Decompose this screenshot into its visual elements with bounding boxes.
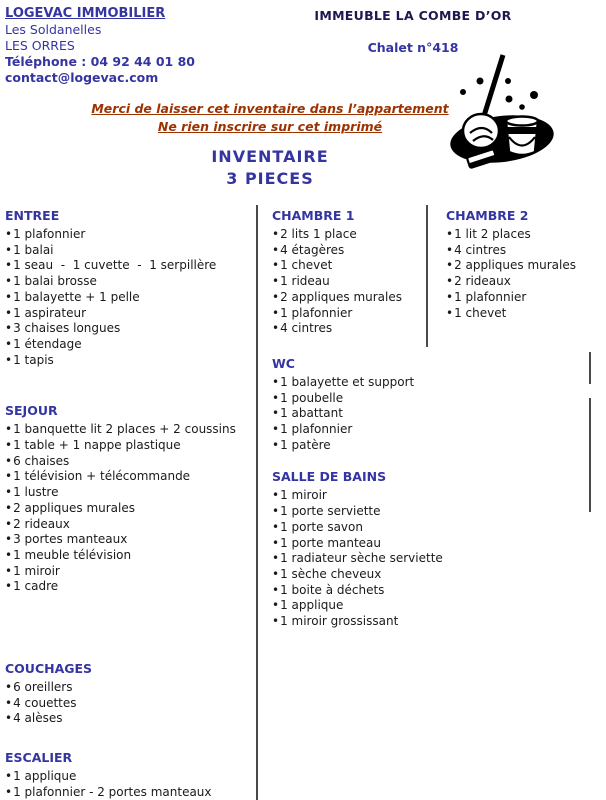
list-item: • 1 abattant	[272, 406, 424, 422]
list-item: • 1 balai brosse	[5, 274, 253, 290]
list-item: • 1 balayette + 1 pelle	[5, 290, 253, 306]
list-item: • 4 couettes	[5, 696, 253, 712]
section-wc	[272, 355, 424, 454]
list-item: • 1 sèche cheveux	[272, 567, 424, 583]
bubble	[477, 78, 484, 85]
item-list	[5, 227, 253, 368]
item-list	[5, 680, 253, 727]
notice-line-2: Ne rien inscrire sur cet imprimé	[157, 119, 383, 134]
item-list	[446, 227, 598, 321]
agency-name: LOGEVAC IMMOBILIER	[5, 6, 166, 21]
list-item: • 1 banquette lit 2 places + 2 coussins	[5, 422, 253, 438]
building-name: IMMEUBLE LA COMBE D’OR	[314, 8, 512, 23]
item-list	[272, 488, 443, 629]
list-item: • 1 boite à déchets	[272, 583, 424, 599]
list-item: • 2 appliques murales	[5, 501, 253, 517]
section-title: COUCHAGES	[5, 661, 93, 677]
list-item: • 1 radiateur sèche serviette	[272, 551, 424, 567]
section-couchages	[5, 660, 253, 727]
agency-phone: Téléphone : 04 92 44 01 80	[5, 54, 196, 69]
mop-handle	[483, 55, 503, 119]
section-sejour	[5, 402, 253, 595]
item-list	[272, 227, 424, 337]
bubble	[505, 78, 511, 84]
mop-head	[463, 114, 499, 148]
section-title: WC	[272, 355, 295, 371]
list-item: • 2 appliques murales	[272, 290, 424, 306]
agency-city: LES ORRES	[5, 38, 75, 53]
list-item: • 1 cadre	[5, 579, 253, 595]
unit-number: Chalet n°418	[367, 40, 459, 55]
section-title: CHAMBRE 2	[446, 208, 529, 223]
agency-residence: Les Soldanelles	[5, 22, 102, 37]
section-escalier	[5, 749, 253, 800]
section-entree	[5, 207, 253, 368]
bubble	[519, 104, 525, 110]
list-item: • 4 cintres	[272, 321, 424, 337]
list-item: • 1 plafonnier	[272, 306, 424, 322]
bubble	[506, 96, 513, 103]
bucket-rim	[506, 117, 538, 126]
title-line-1: INVENTAIRE	[211, 147, 329, 166]
list-item: • 1 plafonnier	[272, 422, 424, 438]
column-divider-1	[256, 205, 258, 800]
list-item: • 6 oreillers	[5, 680, 253, 696]
agency-email: contact@logevac.com	[5, 70, 159, 85]
list-item: • 4 alèses	[5, 711, 253, 727]
list-item: • 1 balayette et support	[272, 375, 424, 391]
list-item: • 1 lit 2 places	[446, 227, 598, 243]
section-title: ESCALIER	[5, 750, 73, 766]
title-line-2: 3 PIECES	[226, 169, 314, 188]
inventory-column-1	[5, 207, 253, 800]
item-list	[5, 422, 253, 595]
agency-header	[5, 6, 195, 86]
list-item: • 2 appliques murales	[446, 258, 598, 274]
list-item: • 1 tapis	[5, 353, 253, 369]
mop-and-bucket-clipart	[440, 53, 600, 183]
list-item: • 3 portes manteaux	[5, 532, 253, 548]
list-item: • 2 lits 1 place	[272, 227, 424, 243]
notice-line-1: Merci de laisser cet inventaire dans l’appartement	[91, 101, 449, 116]
list-item: • 1 poubelle	[272, 391, 424, 407]
list-item: • 1 porte savon	[272, 520, 424, 536]
section-title: SEJOUR	[5, 403, 58, 419]
section-sdb	[272, 468, 443, 629]
column-divider-2	[426, 205, 428, 347]
inventory-column-2	[272, 207, 443, 630]
inventory-column-3	[446, 207, 598, 321]
list-item: • 1 porte serviette	[272, 504, 424, 520]
list-item: • 1 applique	[272, 598, 424, 614]
list-item: • 1 plafonnier	[446, 290, 598, 306]
list-item: • 4 étagères	[272, 243, 424, 259]
section-chambre2	[446, 207, 598, 321]
list-item: • 1 étendage	[5, 337, 253, 353]
list-item: • 1 lustre	[5, 485, 253, 501]
item-list	[272, 375, 424, 454]
section-title: SALLE DE BAINS	[272, 469, 387, 485]
building-header	[298, 8, 528, 55]
list-item: • 1 applique	[5, 769, 253, 785]
section-title: CHAMBRE 1	[272, 208, 355, 223]
list-item: • 1 table + 1 nappe plastique	[5, 438, 253, 454]
list-item: • 1 miroir	[272, 488, 424, 504]
list-item: • 1 patère	[272, 438, 424, 454]
list-item: • 1 plafonnier - 2 portes manteaux	[5, 785, 253, 800]
list-item: • 1 chevet	[446, 306, 598, 322]
list-item: • 3 chaises longues	[5, 321, 253, 337]
list-item: • 1 plafonnier	[5, 227, 253, 243]
right-border-segment-2	[589, 398, 591, 512]
item-list	[5, 769, 253, 800]
list-item: • 6 chaises	[5, 454, 253, 470]
section-chambre1	[272, 207, 424, 337]
section-title: ENTREE	[5, 208, 60, 223]
bubble	[460, 89, 466, 95]
list-item: • 1 balai	[5, 243, 253, 259]
list-item: • 1 miroir	[5, 564, 253, 580]
cleaning-illustration	[440, 53, 600, 183]
list-item: • 4 cintres	[446, 243, 598, 259]
list-item: • 1 aspirateur	[5, 306, 253, 322]
list-item: • 1 chevet	[272, 258, 424, 274]
list-item: • 2 rideaux	[446, 274, 598, 290]
list-item: • 1 miroir grossissant	[272, 614, 424, 630]
list-item: • 1 meuble télévision	[5, 548, 253, 564]
list-item: • 1 télévision + télécommande	[5, 469, 253, 485]
right-border-segment-1	[589, 352, 591, 384]
list-item: • 1 seau - 1 cuvette - 1 serpillère	[5, 258, 253, 274]
list-item: • 1 porte manteau	[272, 536, 424, 552]
list-item: • 1 rideau	[272, 274, 424, 290]
list-item: • 2 rideaux	[5, 517, 253, 533]
bubble	[530, 91, 538, 99]
bucket-band	[507, 127, 538, 134]
